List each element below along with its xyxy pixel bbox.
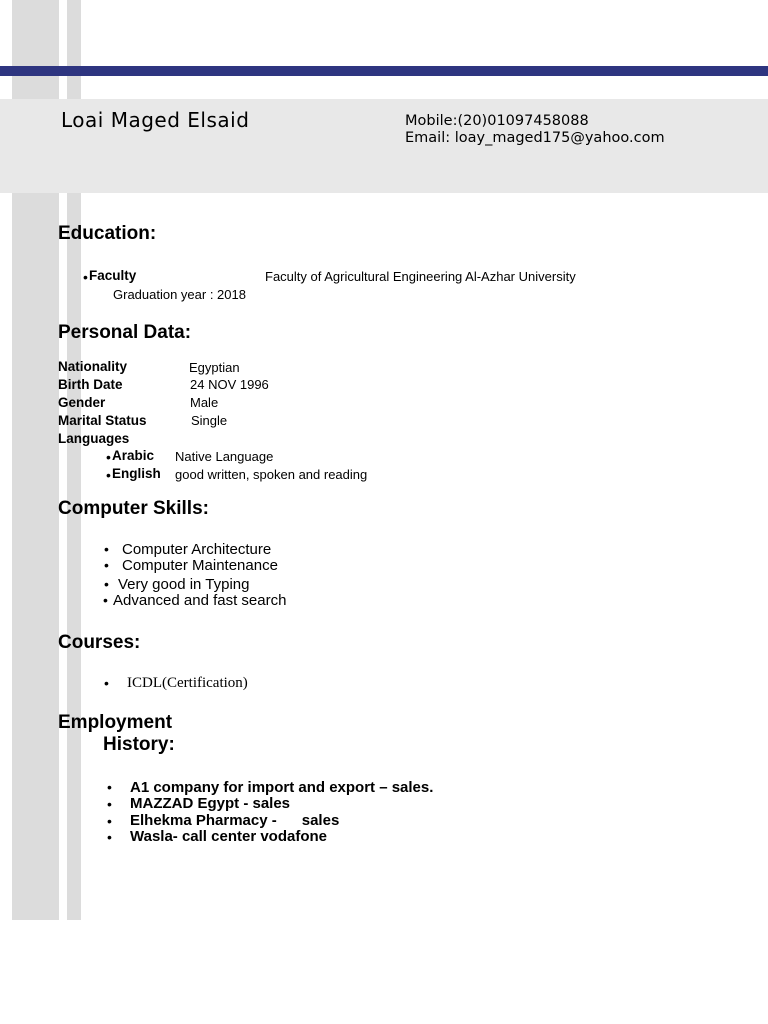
bullet-icon: • — [107, 779, 112, 795]
language-arabic-label: Arabic — [112, 448, 155, 463]
bullet-icon: • — [104, 675, 109, 691]
nationality-value: Egyptian — [189, 360, 240, 375]
bullet-icon: • — [103, 592, 108, 608]
gender-value: Male — [190, 395, 219, 410]
bullet-icon: • — [107, 813, 112, 829]
marital-status-label: Marital Status — [58, 413, 147, 428]
skill-item: Advanced and fast search — [113, 592, 287, 609]
bullet-icon: • — [106, 449, 111, 465]
mobile-number: Mobile:(20)01097458088 — [405, 113, 589, 129]
language-english-label: English — [112, 466, 161, 481]
employment-item: MAZZAD Egypt - sales — [130, 795, 291, 812]
email-address: Email: loay_maged175@yahoo.com — [405, 130, 665, 146]
languages-label: Languages — [58, 431, 130, 446]
personal-data-heading: Personal Data: — [58, 322, 192, 343]
language-arabic-value: Native Language — [175, 449, 274, 464]
employment-item: Wasla- call center vodafone — [130, 828, 328, 845]
bullet-icon: • — [104, 557, 109, 573]
bullet-icon: • — [106, 467, 111, 483]
skill-item: Computer Architecture — [122, 541, 272, 558]
bullet-icon: • — [104, 541, 109, 557]
employment-heading-line1: Employment — [58, 712, 173, 733]
candidate-name: Loai Maged Elsaid — [61, 108, 250, 132]
faculty-value: Faculty of Agricultural Engineering Al-Azhar University — [265, 269, 576, 284]
faculty-label: Faculty — [89, 268, 137, 283]
bullet-icon: • — [104, 576, 109, 592]
bullet-icon: • — [83, 269, 88, 285]
course-item: ICDL(Certification) — [127, 675, 248, 691]
birth-date-value: 24 NOV 1996 — [190, 377, 269, 392]
nationality-label: Nationality — [58, 359, 128, 374]
courses-heading: Courses: — [58, 632, 141, 653]
birth-date-label: Birth Date — [58, 377, 123, 392]
accent-bar — [0, 66, 768, 76]
language-english-value: good written, spoken and reading — [175, 467, 368, 482]
education-heading: Education: — [58, 223, 157, 244]
gender-label: Gender — [58, 395, 106, 410]
skill-item: Very good in Typing — [118, 576, 250, 593]
computer-skills-heading: Computer Skills: — [58, 498, 209, 519]
marital-status-value: Single — [191, 413, 228, 428]
skill-item: Computer Maintenance — [122, 557, 278, 574]
employment-item: A1 company for import and export – sales. — [130, 779, 434, 796]
bullet-icon: • — [107, 796, 112, 812]
employment-item: Elhekma Pharmacy - sales — [130, 812, 340, 829]
bullet-icon: • — [107, 829, 112, 845]
employment-heading-line2: History: — [103, 734, 175, 755]
graduation-year: Graduation year : 2018 — [113, 287, 246, 302]
